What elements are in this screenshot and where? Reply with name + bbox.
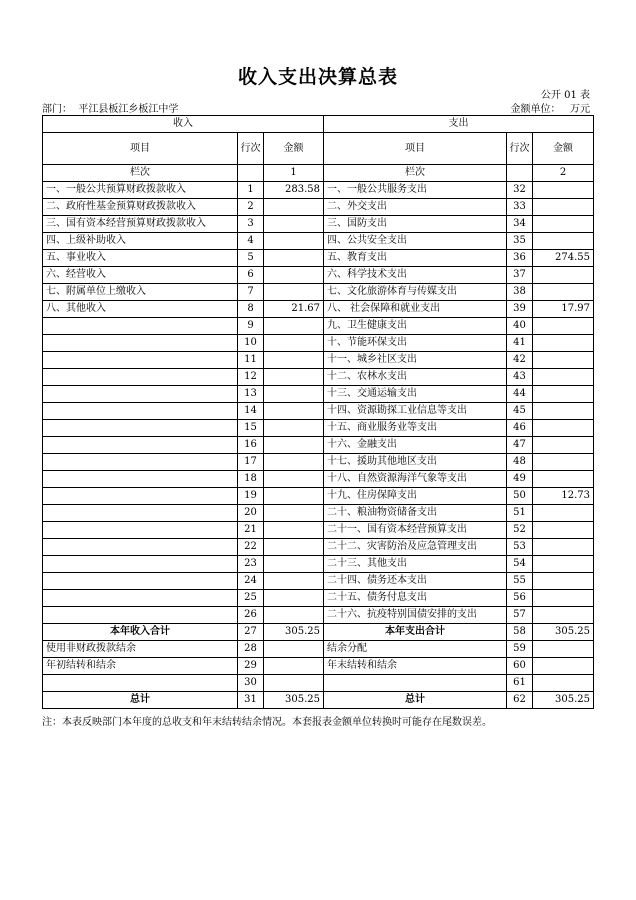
table-row <box>43 386 594 403</box>
expense-amount-cell <box>533 539 594 556</box>
income-amount-cell <box>264 607 324 624</box>
income-rowno-cell: 6 <box>238 267 264 284</box>
expense-item-cell: 十九、住房保障支出 <box>324 488 507 505</box>
table-row <box>43 505 594 522</box>
table-row <box>43 522 594 539</box>
expense-amount-cell <box>533 607 594 624</box>
expense-item-cell: 八、 社会保障和就业支出 <box>324 301 507 318</box>
table-row <box>43 641 594 658</box>
income-amount-cell <box>264 573 324 590</box>
expense-amount-cell <box>533 573 594 590</box>
page-title: 收入支出决算总表 <box>237 66 398 88</box>
income-item-cell: 一、一般公共预算财政拨款收入 <box>43 182 238 199</box>
expense-item-cell: 五、教育支出 <box>324 250 507 267</box>
income-item-cell <box>43 369 238 386</box>
income-rowno-cell: 13 <box>238 386 264 403</box>
income-rowno-cell: 10 <box>238 335 264 352</box>
header-row-columns <box>43 133 594 165</box>
income-rowno-cell: 11 <box>238 352 264 369</box>
income-amount-cell <box>264 556 324 573</box>
expense-amount-header: 金额 <box>533 133 594 165</box>
income-amount-cell <box>264 284 324 301</box>
table-row <box>43 488 594 505</box>
income-rowno-cell: 21 <box>238 522 264 539</box>
income-amount-cell <box>264 267 324 284</box>
expense-rowno-cell: 62 <box>507 692 533 709</box>
expense-amount-cell <box>533 675 594 692</box>
income-lanci-label: 栏次 <box>43 165 238 182</box>
expense-amount-cell <box>533 199 594 216</box>
table-row <box>43 573 594 590</box>
income-rowno-cell: 1 <box>238 182 264 199</box>
income-item-cell <box>43 522 238 539</box>
table-row <box>43 420 594 437</box>
income-item-cell <box>43 454 238 471</box>
income-amount-cell: 305.25 <box>264 692 324 709</box>
expense-amount-cell: 12.73 <box>533 488 594 505</box>
table-row <box>43 284 594 301</box>
table-row <box>43 352 594 369</box>
income-amount-cell <box>264 454 324 471</box>
income-rowno-cell: 8 <box>238 301 264 318</box>
expense-item-cell: 七、文化旅游体育与传媒支出 <box>324 284 507 301</box>
income-rowno-cell: 28 <box>238 641 264 658</box>
income-rowno-cell: 17 <box>238 454 264 471</box>
expense-item-cell: 六、科学技术支出 <box>324 267 507 284</box>
income-item-cell <box>43 675 238 692</box>
income-item-cell: 总计 <box>43 692 238 709</box>
income-item-cell <box>43 437 238 454</box>
income-rowno-cell: 27 <box>238 624 264 641</box>
expense-amount-cell <box>533 386 594 403</box>
expense-item-cell: 十八、自然资源海洋气象等支出 <box>324 471 507 488</box>
expense-item-cell: 二十一、国有资本经营预算支出 <box>324 522 507 539</box>
income-col-index: 1 <box>264 165 324 182</box>
income-amount-cell <box>264 250 324 267</box>
income-rowno-cell: 12 <box>238 369 264 386</box>
expense-rowno-header: 行次 <box>507 133 533 165</box>
table-row <box>43 403 594 420</box>
table-row <box>43 590 594 607</box>
expense-amount-cell <box>533 522 594 539</box>
income-item-cell <box>43 403 238 420</box>
income-amount-cell <box>264 403 324 420</box>
income-rowno-cell: 19 <box>238 488 264 505</box>
income-item-cell: 七、附属单位上缴收入 <box>43 284 238 301</box>
expense-amount-cell <box>533 352 594 369</box>
expense-item-cell: 二十五、债务付息支出 <box>324 590 507 607</box>
amount-unit-label: 金额单位： <box>510 104 561 115</box>
income-amount-cell <box>264 318 324 335</box>
expense-item-cell: 结余分配 <box>324 641 507 658</box>
expense-rowno-cell: 34 <box>507 216 533 233</box>
income-item-cell: 使用非财政拨款结余 <box>43 641 238 658</box>
column-index-row <box>43 165 594 182</box>
expense-rowno-cell: 35 <box>507 233 533 250</box>
expense-amount-cell <box>533 369 594 386</box>
expense-rowno-cell: 33 <box>507 199 533 216</box>
income-item-cell: 四、上级补助收入 <box>43 233 238 250</box>
expense-item-cell: 九、卫生健康支出 <box>324 318 507 335</box>
expense-item-cell <box>324 675 507 692</box>
expense-rowno-cell: 60 <box>507 658 533 675</box>
income-amount-cell: 283.58 <box>264 182 324 199</box>
expense-lanci-blank <box>507 165 533 182</box>
expense-amount-cell <box>533 556 594 573</box>
expense-col-index: 2 <box>533 165 594 182</box>
income-item-cell: 三、国有资本经营预算财政拨款收入 <box>43 216 238 233</box>
income-amount-cell: 305.25 <box>264 624 324 641</box>
income-amount-cell <box>264 590 324 607</box>
income-amount-header: 金额 <box>264 133 324 165</box>
table-row <box>43 250 594 267</box>
expense-amount-cell <box>533 658 594 675</box>
expense-rowno-cell: 39 <box>507 301 533 318</box>
expense-item-cell: 三、国防支出 <box>324 216 507 233</box>
expense-item-cell: 二十四、债务还本支出 <box>324 573 507 590</box>
table-row <box>43 233 594 250</box>
income-amount-cell <box>264 199 324 216</box>
income-item-cell: 本年收入合计 <box>43 624 238 641</box>
expense-item-cell: 二十六、抗疫特别国债安排的支出 <box>324 607 507 624</box>
department-label: 部门： <box>42 104 72 115</box>
income-item-cell: 六、经营收入 <box>43 267 238 284</box>
expense-amount-cell <box>533 182 594 199</box>
income-amount-cell <box>264 352 324 369</box>
income-item-cell <box>43 590 238 607</box>
income-item-cell <box>43 556 238 573</box>
income-amount-cell <box>264 522 324 539</box>
expense-item-cell: 总计 <box>324 692 507 709</box>
expense-rowno-cell: 40 <box>507 318 533 335</box>
income-rowno-cell: 22 <box>238 539 264 556</box>
expense-rowno-cell: 36 <box>507 250 533 267</box>
expense-item-cell: 本年支出合计 <box>324 624 507 641</box>
income-rowno-cell: 26 <box>238 607 264 624</box>
table-row <box>43 199 594 216</box>
expense-amount-cell <box>533 216 594 233</box>
income-amount-cell <box>264 539 324 556</box>
expense-rowno-cell: 44 <box>507 386 533 403</box>
income-amount-cell <box>264 420 324 437</box>
expense-amount-cell <box>533 233 594 250</box>
expense-rowno-cell: 50 <box>507 488 533 505</box>
income-item-cell <box>43 386 238 403</box>
income-rowno-cell: 5 <box>238 250 264 267</box>
expense-amount-cell <box>533 318 594 335</box>
expense-item-cell: 二、外交支出 <box>324 199 507 216</box>
table-row <box>43 675 594 692</box>
expense-item-cell: 年末结转和结余 <box>324 658 507 675</box>
expense-rowno-cell: 56 <box>507 590 533 607</box>
expense-header: 支出 <box>324 116 594 133</box>
expense-rowno-cell: 52 <box>507 522 533 539</box>
expense-item-cell: 四、公共安全支出 <box>324 233 507 250</box>
income-rowno-cell: 4 <box>238 233 264 250</box>
income-rowno-cell: 25 <box>238 590 264 607</box>
income-item-cell <box>43 539 238 556</box>
expense-item-cell: 十四、资源勘探工业信息等支出 <box>324 403 507 420</box>
income-amount-cell <box>264 233 324 250</box>
expense-amount-cell: 274.55 <box>533 250 594 267</box>
income-rowno-cell: 3 <box>238 216 264 233</box>
income-amount-cell <box>264 216 324 233</box>
expense-item-cell: 十六、金融支出 <box>324 437 507 454</box>
expense-amount-cell <box>533 267 594 284</box>
income-item-cell: 二、政府性基金预算财政拨款收入 <box>43 199 238 216</box>
table-row <box>43 607 594 624</box>
income-amount-cell <box>264 641 324 658</box>
income-item-cell <box>43 352 238 369</box>
income-item-header: 项目 <box>43 133 238 165</box>
table-row <box>43 539 594 556</box>
income-item-cell <box>43 335 238 352</box>
income-rowno-cell: 18 <box>238 471 264 488</box>
table-row <box>43 454 594 471</box>
income-rowno-cell: 2 <box>238 199 264 216</box>
table-row <box>43 182 594 199</box>
expense-rowno-cell: 51 <box>507 505 533 522</box>
expense-rowno-cell: 43 <box>507 369 533 386</box>
expense-rowno-cell: 37 <box>507 267 533 284</box>
expense-amount-cell: 305.25 <box>533 624 594 641</box>
income-rowno-cell: 14 <box>238 403 264 420</box>
income-rowno-header: 行次 <box>238 133 264 165</box>
income-item-cell <box>43 420 238 437</box>
table-row <box>43 216 594 233</box>
form-number: 公开 01 表 <box>540 90 590 101</box>
income-item-cell <box>43 607 238 624</box>
income-expense-table <box>42 115 594 709</box>
table-row <box>43 267 594 284</box>
expense-rowno-cell: 45 <box>507 403 533 420</box>
expense-rowno-cell: 47 <box>507 437 533 454</box>
expense-amount-cell <box>533 335 594 352</box>
expense-item-cell: 二十二、灾害防治及应急管理支出 <box>324 539 507 556</box>
table-row <box>43 318 594 335</box>
income-rowno-cell: 23 <box>238 556 264 573</box>
table-row <box>43 369 594 386</box>
income-rowno-cell: 15 <box>238 420 264 437</box>
expense-item-cell: 二十、粮油物资储备支出 <box>324 505 507 522</box>
income-item-cell <box>43 471 238 488</box>
income-item-cell <box>43 505 238 522</box>
expense-item-cell: 十、节能环保支出 <box>324 335 507 352</box>
income-amount-cell <box>264 335 324 352</box>
income-amount-cell <box>264 386 324 403</box>
expense-item-header: 项目 <box>324 133 507 165</box>
header-row-sections <box>43 116 594 133</box>
income-item-cell <box>43 318 238 335</box>
expense-rowno-cell: 49 <box>507 471 533 488</box>
table-row <box>43 335 594 352</box>
income-amount-cell <box>264 505 324 522</box>
income-item-cell: 五、事业收入 <box>43 250 238 267</box>
department-name: 平江县板江乡板江中学 <box>78 104 179 115</box>
expense-amount-cell <box>533 471 594 488</box>
expense-item-cell: 十二、农林水支出 <box>324 369 507 386</box>
expense-rowno-cell: 57 <box>507 607 533 624</box>
income-item-cell: 年初结转和结余 <box>43 658 238 675</box>
expense-rowno-cell: 59 <box>507 641 533 658</box>
footnote: 注：本表反映部门本年度的总收支和年末结转结余情况。本套报表金额单位转换时可能存在尾数误差。 <box>42 717 492 728</box>
expense-rowno-cell: 41 <box>507 335 533 352</box>
expense-item-cell: 十三、交通运输支出 <box>324 386 507 403</box>
expense-amount-cell <box>533 284 594 301</box>
income-rowno-cell: 9 <box>238 318 264 335</box>
income-rowno-cell: 20 <box>238 505 264 522</box>
income-amount-cell: 21.67 <box>264 301 324 318</box>
expense-lanci-label: 栏次 <box>324 165 507 182</box>
income-rowno-cell: 7 <box>238 284 264 301</box>
income-item-cell <box>43 573 238 590</box>
table-row <box>43 437 594 454</box>
expense-rowno-cell: 61 <box>507 675 533 692</box>
expense-rowno-cell: 38 <box>507 284 533 301</box>
table-row <box>43 301 594 318</box>
expense-rowno-cell: 48 <box>507 454 533 471</box>
expense-amount-cell: 305.25 <box>533 692 594 709</box>
grand-total-row <box>43 692 594 709</box>
expense-amount-cell <box>533 505 594 522</box>
expense-amount-cell <box>533 641 594 658</box>
income-rowno-cell: 24 <box>238 573 264 590</box>
expense-rowno-cell: 46 <box>507 420 533 437</box>
income-rowno-cell: 30 <box>238 675 264 692</box>
income-amount-cell <box>264 471 324 488</box>
income-amount-cell <box>264 675 324 692</box>
income-rowno-cell: 16 <box>238 437 264 454</box>
expense-rowno-cell: 55 <box>507 573 533 590</box>
expense-item-cell: 一、一般公共服务支出 <box>324 182 507 199</box>
income-amount-cell <box>264 488 324 505</box>
income-amount-cell <box>264 658 324 675</box>
income-item-cell: 八、其他收入 <box>43 301 238 318</box>
income-amount-cell <box>264 369 324 386</box>
expense-amount-cell <box>533 590 594 607</box>
expense-rowno-cell: 58 <box>507 624 533 641</box>
expense-item-cell: 十七、援助其他地区支出 <box>324 454 507 471</box>
expense-amount-cell <box>533 437 594 454</box>
table-row <box>43 471 594 488</box>
expense-item-cell: 十一、城乡社区支出 <box>324 352 507 369</box>
expense-rowno-cell: 32 <box>507 182 533 199</box>
year-total-row <box>43 624 594 641</box>
department-line <box>42 100 178 115</box>
amount-unit-line <box>510 100 590 115</box>
expense-item-cell: 十五、商业服务业等支出 <box>324 420 507 437</box>
income-rowno-cell: 29 <box>238 658 264 675</box>
income-lanci-blank <box>238 165 264 182</box>
expense-amount-cell <box>533 454 594 471</box>
table-row <box>43 556 594 573</box>
table-row <box>43 658 594 675</box>
expense-rowno-cell: 54 <box>507 556 533 573</box>
amount-unit: 万元 <box>570 104 590 115</box>
expense-rowno-cell: 42 <box>507 352 533 369</box>
expense-amount-cell <box>533 403 594 420</box>
expense-item-cell: 二十三、其他支出 <box>324 556 507 573</box>
expense-amount-cell <box>533 420 594 437</box>
income-item-cell <box>43 488 238 505</box>
income-header: 收入 <box>43 116 324 133</box>
expense-rowno-cell: 53 <box>507 539 533 556</box>
income-amount-cell <box>264 437 324 454</box>
income-rowno-cell: 31 <box>238 692 264 709</box>
expense-amount-cell: 17.97 <box>533 301 594 318</box>
